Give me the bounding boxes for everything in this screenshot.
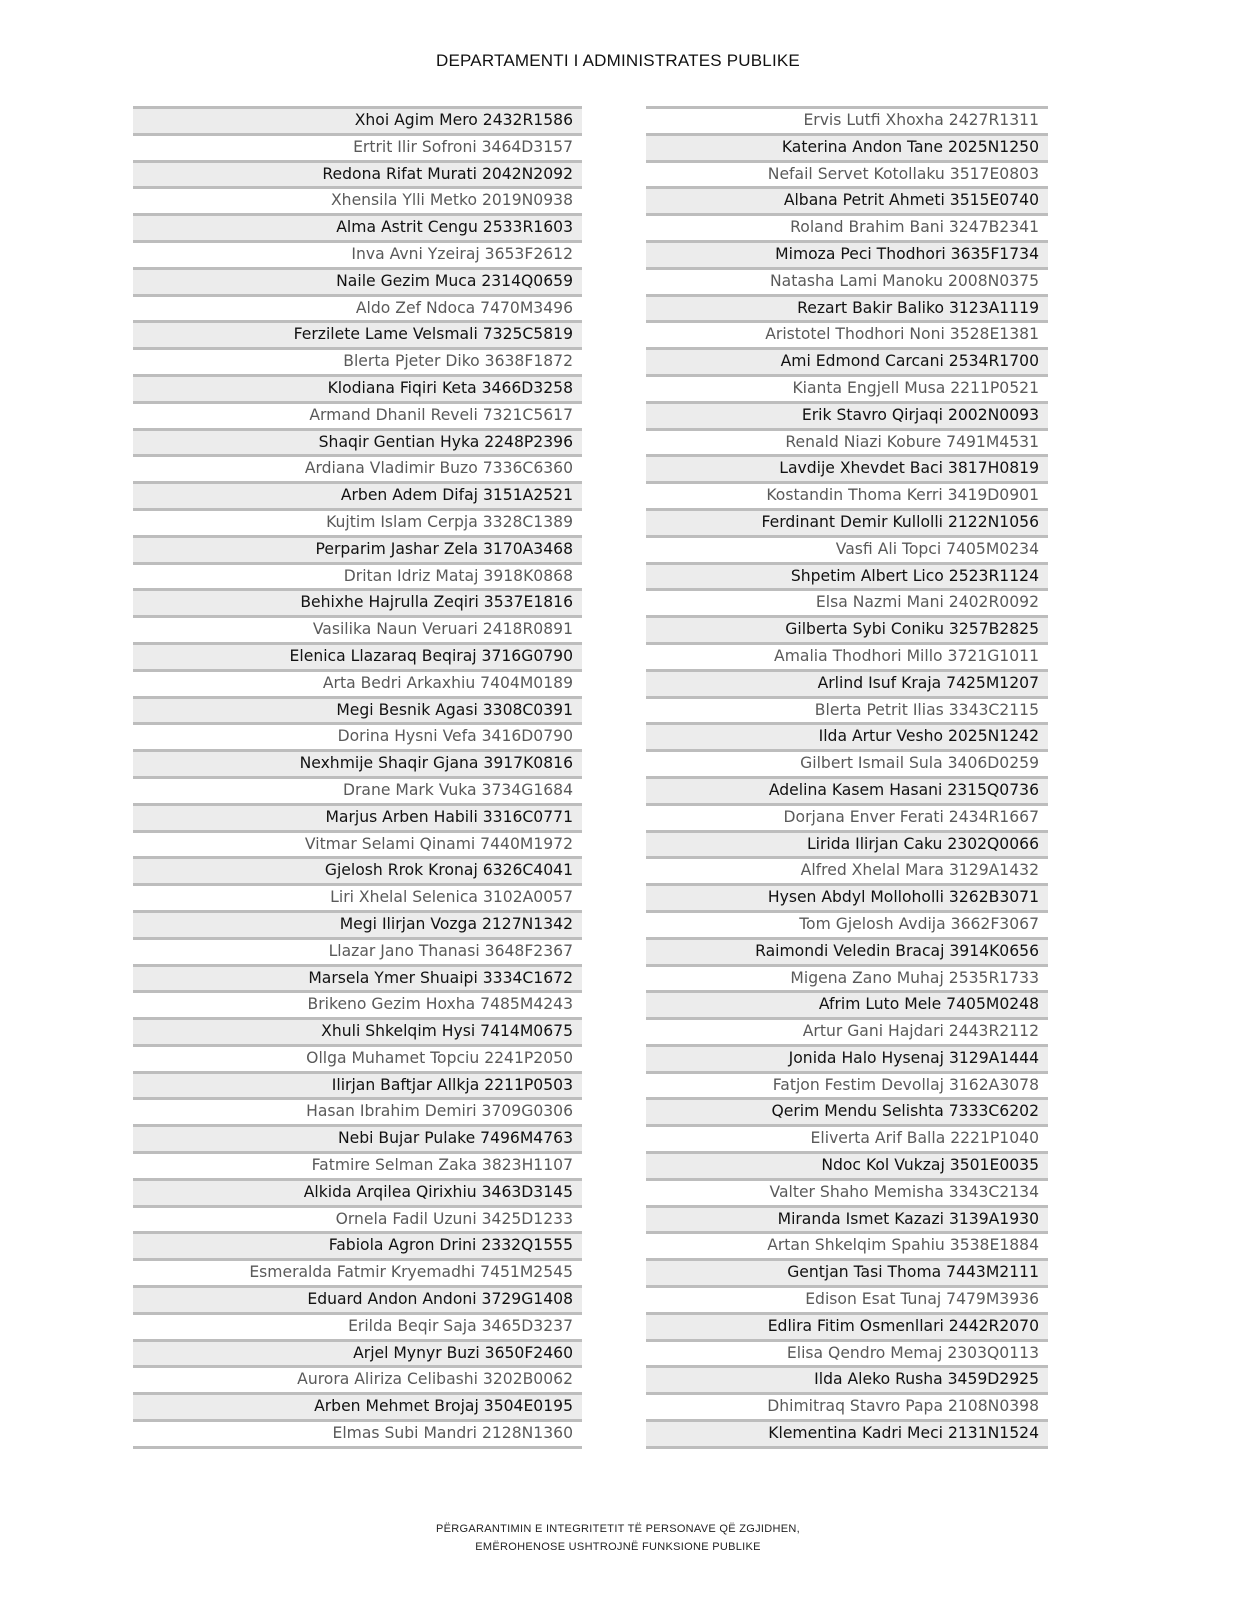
list-item: Erik Stavro Qirjaqi 2002N0093 bbox=[646, 401, 1048, 428]
list-item: Inva Avni Yzeiraj 3653F2612 bbox=[133, 240, 582, 267]
list-item: Jonida Halo Hysenaj 3129A1444 bbox=[646, 1044, 1048, 1071]
footer-line-1: PËRGARANTIMIN E INTEGRITETIT TË PERSONAVE QË ZGJIDHEN, bbox=[436, 1523, 800, 1535]
list-item: Shpetim Albert Lico 2523R1124 bbox=[646, 562, 1048, 589]
list-item: Vasilika Naun Veruari 2418R0891 bbox=[133, 615, 582, 642]
list-item: Valter Shaho Memisha 3343C2134 bbox=[646, 1178, 1048, 1205]
list-item: Erilda Beqir Saja 3465D3237 bbox=[133, 1312, 582, 1339]
list-item: Nebi Bujar Pulake 7496M4763 bbox=[133, 1124, 582, 1151]
list-item: Katerina Andon Tane 2025N1250 bbox=[646, 133, 1048, 160]
list-bottom-rule bbox=[646, 1446, 1048, 1449]
list-item: Shaqir Gentian Hyka 2248P2396 bbox=[133, 428, 582, 455]
list-item: Artur Gani Hajdari 2443R2112 bbox=[646, 1017, 1048, 1044]
list-item: Eliverta Arif Balla 2221P1040 bbox=[646, 1124, 1048, 1151]
list-item: Rezart Bakir Baliko 3123A1119 bbox=[646, 294, 1048, 321]
list-item: Ornela Fadil Uzuni 3425D1233 bbox=[133, 1205, 582, 1232]
list-item: Ndoc Kol Vukzaj 3501E0035 bbox=[646, 1151, 1048, 1178]
list-item: Lavdije Xhevdet Baci 3817H0819 bbox=[646, 454, 1048, 481]
list-item: Arben Mehmet Brojaj 3504E0195 bbox=[133, 1392, 582, 1419]
list-item: Alma Astrit Cengu 2533R1603 bbox=[133, 213, 582, 240]
list-item: Hasan Ibrahim Demiri 3709G0306 bbox=[133, 1097, 582, 1124]
list-item: Raimondi Veledin Bracaj 3914K0656 bbox=[646, 937, 1048, 964]
list-item: Elmas Subi Mandri 2128N1360 bbox=[133, 1419, 582, 1446]
list-bottom-rule bbox=[133, 1446, 582, 1449]
list-item: Megi Besnik Agasi 3308C0391 bbox=[133, 696, 582, 723]
list-item: Afrim Luto Mele 7405M0248 bbox=[646, 990, 1048, 1017]
left-name-list bbox=[133, 106, 582, 1449]
list-item: Kianta Engjell Musa 2211P0521 bbox=[646, 374, 1048, 401]
list-item: Xhoi Agim Mero 2432R1586 bbox=[133, 106, 582, 133]
list-item: Artan Shkelqim Spahiu 3538E1884 bbox=[646, 1231, 1048, 1258]
list-item: Vitmar Selami Qinami 7440M1972 bbox=[133, 830, 582, 857]
list-item: Elenica Llazaraq Beqiraj 3716G0790 bbox=[133, 642, 582, 669]
list-item: Aristotel Thodhori Noni 3528E1381 bbox=[646, 320, 1048, 347]
list-item: Ilirjan Baftjar Allkja 2211P0503 bbox=[133, 1071, 582, 1098]
list-item: Aldo Zef Ndoca 7470M3496 bbox=[133, 294, 582, 321]
list-item: Arjel Mynyr Buzi 3650F2460 bbox=[133, 1339, 582, 1366]
list-item: Nefail Servet Kotollaku 3517E0803 bbox=[646, 160, 1048, 187]
list-item: Ilda Artur Vesho 2025N1242 bbox=[646, 722, 1048, 749]
list-item: Ertrit Ilir Sofroni 3464D3157 bbox=[133, 133, 582, 160]
list-item: Armand Dhanil Reveli 7321C5617 bbox=[133, 401, 582, 428]
list-item: Adelina Kasem Hasani 2315Q0736 bbox=[646, 776, 1048, 803]
list-item: Liri Xhelal Selenica 3102A0057 bbox=[133, 883, 582, 910]
list-item: Ervis Lutfi Xhoxha 2427R1311 bbox=[646, 106, 1048, 133]
list-item: Elsa Nazmi Mani 2402R0092 bbox=[646, 588, 1048, 615]
list-item: Marsela Ymer Shuaipi 3334C1672 bbox=[133, 964, 582, 991]
list-item: Amalia Thodhori Millo 3721G1011 bbox=[646, 642, 1048, 669]
list-item: Marjus Arben Habili 3316C0771 bbox=[133, 803, 582, 830]
list-item: Ferdinant Demir Kullolli 2122N1056 bbox=[646, 508, 1048, 535]
list-item: Gilbert Ismail Sula 3406D0259 bbox=[646, 749, 1048, 776]
list-item: Drane Mark Vuka 3734G1684 bbox=[133, 776, 582, 803]
list-item: Klodiana Fiqiri Keta 3466D3258 bbox=[133, 374, 582, 401]
list-item: Edlira Fitim Osmenllari 2442R2070 bbox=[646, 1312, 1048, 1339]
list-item: Natasha Lami Manoku 2008N0375 bbox=[646, 267, 1048, 294]
list-item: Ollga Muhamet Topciu 2241P2050 bbox=[133, 1044, 582, 1071]
list-item: Edison Esat Tunaj 7479M3936 bbox=[646, 1285, 1048, 1312]
list-item: Albana Petrit Ahmeti 3515E0740 bbox=[646, 186, 1048, 213]
list-item: Klementina Kadri Meci 2131N1524 bbox=[646, 1419, 1048, 1446]
list-item: Kostandin Thoma Kerri 3419D0901 bbox=[646, 481, 1048, 508]
list-item: Lirida Ilirjan Caku 2302Q0066 bbox=[646, 830, 1048, 857]
list-item: Vasfi Ali Topci 7405M0234 bbox=[646, 535, 1048, 562]
list-item: Dritan Idriz Mataj 3918K0868 bbox=[133, 562, 582, 589]
list-item: Nexhmije Shaqir Gjana 3917K0816 bbox=[133, 749, 582, 776]
list-item: Migena Zano Muhaj 2535R1733 bbox=[646, 964, 1048, 991]
list-item: Elisa Qendro Memaj 2303Q0113 bbox=[646, 1339, 1048, 1366]
list-item: Redona Rifat Murati 2042N2092 bbox=[133, 160, 582, 187]
list-item: Renald Niazi Kobure 7491M4531 bbox=[646, 428, 1048, 455]
list-item: Arben Adem Difaj 3151A2521 bbox=[133, 481, 582, 508]
list-item: Blerta Petrit Ilias 3343C2115 bbox=[646, 696, 1048, 723]
list-item: Mimoza Peci Thodhori 3635F1734 bbox=[646, 240, 1048, 267]
list-item: Xhensila Ylli Metko 2019N0938 bbox=[133, 186, 582, 213]
list-item: Brikeno Gezim Hoxha 7485M4243 bbox=[133, 990, 582, 1017]
list-item: Dhimitraq Stavro Papa 2108N0398 bbox=[646, 1392, 1048, 1419]
list-item: Xhuli Shkelqim Hysi 7414M0675 bbox=[133, 1017, 582, 1044]
list-item: Aurora Aliriza Celibashi 3202B0062 bbox=[133, 1365, 582, 1392]
list-item: Fabiola Agron Drini 2332Q1555 bbox=[133, 1231, 582, 1258]
list-item: Arta Bedri Arkaxhiu 7404M0189 bbox=[133, 669, 582, 696]
list-item: Arlind Isuf Kraja 7425M1207 bbox=[646, 669, 1048, 696]
right-name-list bbox=[646, 106, 1048, 1449]
page-title: DEPARTAMENTI I ADMINISTRATES PUBLIKE bbox=[436, 51, 800, 70]
list-item: Megi Ilirjan Vozga 2127N1342 bbox=[133, 910, 582, 937]
list-item: Fatjon Festim Devollaj 3162A3078 bbox=[646, 1071, 1048, 1098]
list-item: Dorina Hysni Vefa 3416D0790 bbox=[133, 722, 582, 749]
list-item: Naile Gezim Muca 2314Q0659 bbox=[133, 267, 582, 294]
list-item: Alkida Arqilea Qirixhiu 3463D3145 bbox=[133, 1178, 582, 1205]
list-item: Esmeralda Fatmir Kryemadhi 7451M2545 bbox=[133, 1258, 582, 1285]
list-item: Blerta Pjeter Diko 3638F1872 bbox=[133, 347, 582, 374]
list-item: Miranda Ismet Kazazi 3139A1930 bbox=[646, 1205, 1048, 1232]
list-item: Llazar Jano Thanasi 3648F2367 bbox=[133, 937, 582, 964]
list-item: Gentjan Tasi Thoma 7443M2111 bbox=[646, 1258, 1048, 1285]
list-item: Gilberta Sybi Coniku 3257B2825 bbox=[646, 615, 1048, 642]
list-item: Ferzilete Lame Velsmali 7325C5819 bbox=[133, 320, 582, 347]
footer bbox=[0, 1520, 1236, 1556]
list-item: Ami Edmond Carcani 2534R1700 bbox=[646, 347, 1048, 374]
list-item: Hysen Abdyl Molloholli 3262B3071 bbox=[646, 883, 1048, 910]
list-item: Ilda Aleko Rusha 3459D2925 bbox=[646, 1365, 1048, 1392]
list-item: Alfred Xhelal Mara 3129A1432 bbox=[646, 856, 1048, 883]
list-item: Dorjana Enver Ferati 2434R1667 bbox=[646, 803, 1048, 830]
list-item: Perparim Jashar Zela 3170A3468 bbox=[133, 535, 582, 562]
list-item: Gjelosh Rrok Kronaj 6326C4041 bbox=[133, 856, 582, 883]
list-item: Fatmire Selman Zaka 3823H1107 bbox=[133, 1151, 582, 1178]
list-item: Tom Gjelosh Avdija 3662F3067 bbox=[646, 910, 1048, 937]
list-item: Kujtim Islam Cerpja 3328C1389 bbox=[133, 508, 582, 535]
list-item: Qerim Mendu Selishta 7333C6202 bbox=[646, 1097, 1048, 1124]
list-item: Ardiana Vladimir Buzo 7336C6360 bbox=[133, 454, 582, 481]
list-item: Roland Brahim Bani 3247B2341 bbox=[646, 213, 1048, 240]
list-item: Behixhe Hajrulla Zeqiri 3537E1816 bbox=[133, 588, 582, 615]
footer-line-2: EMËROHENOSE USHTROJNË FUNKSIONE PUBLIKE bbox=[475, 1541, 761, 1553]
list-item: Eduard Andon Andoni 3729G1408 bbox=[133, 1285, 582, 1312]
